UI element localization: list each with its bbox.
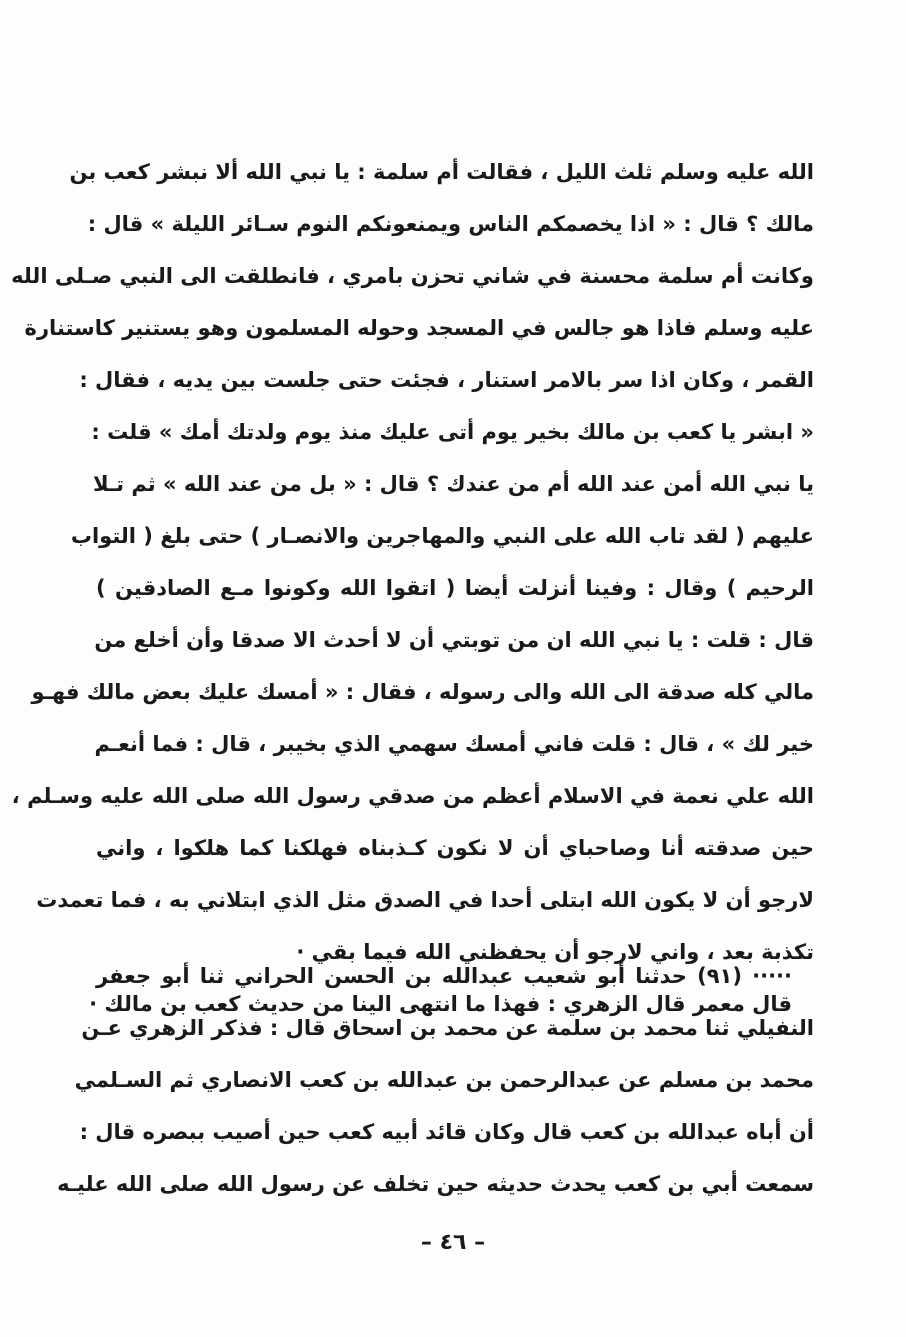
text-line: القمر ، وكان اذا سر بالامر استنار ، فجئت حتى جلست بين يديه ، فقال : xyxy=(79,368,814,392)
text-line: النفيلي ثنا محمد بن سلمة عن محمد بن اسحاق قال : فذكر الزهري عـن xyxy=(81,1016,814,1040)
text-line: سمعت أبي بن كعب يحدث حديثه حين تخلف عن رسول الله صلى الله عليـه xyxy=(57,1172,814,1196)
page-number: – ٤٦ – xyxy=(420,1230,486,1255)
text-line: « ابشر يا كعب بن مالك بخير يوم أتى عليك منذ يوم ولدتك أمك » قلت : xyxy=(91,420,814,444)
text-line: مالي كله صدقة الى الله والى رسوله ، فقال : « أمسك عليك بعض مالك فهـو xyxy=(31,680,814,704)
text-line: مالك ؟ قال : « اذا يخصمكم الناس ويمنعونكم النوم سـائر الليلة » قال : xyxy=(87,212,814,236)
text-line: يا نبي الله أمن عند الله أم من عندك ؟ قال : « بل من عند الله » ثم تـلا xyxy=(93,472,814,496)
text-line: أن أباه عبدالله بن كعب قال وكان قائد أبيه كعب حين أصيب ببصره قال : xyxy=(79,1120,814,1144)
text-line: وكانت أم سلمة محسنة في شاني تحزن بامري ، فانطلقت الى النبي صـلى الله xyxy=(11,264,814,288)
text-line-closing: قال معمر قال الزهري : فهذا ما انتهى الينا من حديث كعب بن مالك · xyxy=(89,992,792,1016)
text-line: عليه وسلم فاذا هو جالس في المسجد وحوله المسلمون وهو يستنير كاستنارة xyxy=(24,316,814,340)
hadith-paragraph-1 xyxy=(11,146,814,1030)
text-line: الرحيم ) وقال : وفينا أنزلت أيضا ( اتقوا الله وكونوا مـع الصادقين ) xyxy=(96,576,814,600)
text-line: الله عليه وسلم ثلث الليل ، فقالت أم سلمة : يا نبي الله ألا نبشر كعب بن xyxy=(69,160,814,184)
text-line: الله علي نعمة في الاسلام أعظم من صدقي رسول الله صلى الله عليه وسـلم ، xyxy=(11,784,814,808)
text-line: قال : قلت : يا نبي الله ان من توبتي أن لا أحدث الا صدقا وأن أخلع من xyxy=(94,628,814,652)
text-line: لارجو أن لا يكون الله ابتلى أحدا في الصدق مثل الذي ابتلاني به ، فما تعمدت xyxy=(36,888,814,912)
text-line: عليهم ( لقد تاب الله على النبي والمهاجرين والانصـار ) حتى بلغ ( التواب xyxy=(70,524,814,548)
text-line: خير لك » ، قال : قلت فاني أمسك سهمي الذي بخيبر ، قال : فما أنعـم xyxy=(94,732,814,756)
text-line: محمد بن مسلم عن عبدالرحمن بن عبدالله بن كعب الانصاري ثم السـلمي xyxy=(74,1068,814,1092)
text-line-opening: ····· (٩١) حدثنا أبو شعيب عبدالله بن الحسن الحراني ثنا أبو جعفر xyxy=(96,964,792,988)
text-line: حين صدقته أنا وصاحباي أن لا نكون كـذبناه فهلكنا كما هلكوا ، واني xyxy=(96,836,814,860)
text-line: تكذبة بعد ، واني لارجو أن يحفظني الله فيما بقي · xyxy=(296,940,814,964)
hadith-paragraph-2 xyxy=(57,950,814,1210)
